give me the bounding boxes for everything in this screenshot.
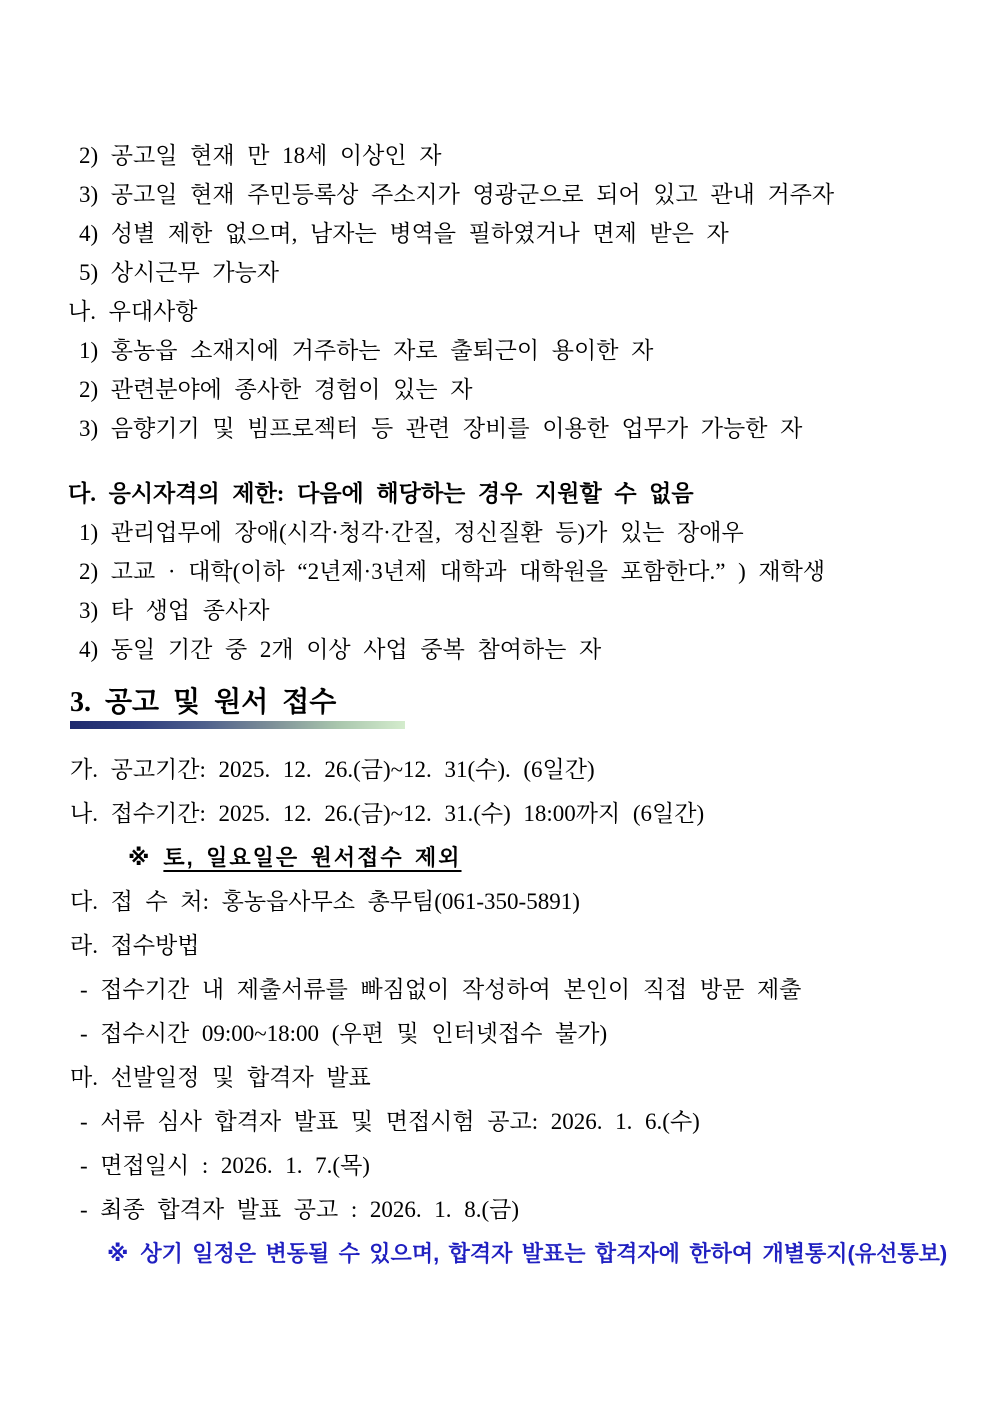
schedule-item: - 최종 합격자 발표 공고 : 2026. 1. 8.(금)	[80, 1197, 519, 1222]
restriction-heading: 다. 응시자격의 제한: 다음에 해당하는 경우 지원할 수 없음	[68, 481, 694, 506]
announcement-period-line: 가. 공고기간: 2025. 12. 26.(금)~12. 31(수). (6일간)	[70, 757, 595, 782]
qualification-section	[0, 0, 992, 669]
receipt-section	[0, 748, 992, 1276]
weekend-exclusion-note	[0, 836, 992, 880]
preference-item: 2) 관련분야에 종사한 경험이 있는 자	[79, 377, 473, 402]
restriction-item: 3) 타 생업 종사자	[79, 598, 270, 623]
receipt-place-line: 다. 접 수 처: 홍농읍사무소 총무팀(061-350-5891)	[70, 889, 580, 914]
schedule-change-note	[0, 1232, 992, 1276]
method-item: - 접수기간 내 제출서류를 빠짐없이 작성하여 본인이 직접 방문 제출	[80, 977, 802, 1002]
schedule-item: - 면접일시 : 2026. 1. 7.(목)	[80, 1153, 370, 1178]
qualification-item: 4) 성별 제한 없으며, 남자는 병역을 필하였거나 면제 받은 자	[79, 221, 729, 246]
qualification-item: 2) 공고일 현재 만 18세 이상인 자	[79, 143, 442, 168]
qualification-item: 5) 상시근무 가능자	[79, 260, 279, 285]
weekend-exclusion-note-text: 토, 일요일은 원서접수 제외	[163, 845, 462, 870]
receipt-period-line: 나. 접수기간: 2025. 12. 26.(금)~12. 31.(수) 18:00까지 (6일간)	[70, 801, 705, 826]
preference-heading: 나. 우대사항	[68, 299, 198, 324]
restriction-item: 2) 고교 · 대학(이하 “2년제·3년제 대학과 대학원을 포함한다.” ) 재학생	[79, 559, 826, 584]
preference-item: 3) 음향기기 및 빔프로젝터 등 관련 장비를 이용한 업무가 가능한 자	[79, 416, 803, 441]
schedule-change-note-text: 상기 일정은 변동될 수 있으며, 합격자 발표는 합격자에 한하여 개별통지(유선통보)	[140, 1241, 948, 1266]
restriction-item: 4) 동일 기간 중 2개 이상 사업 중복 참여하는 자	[79, 637, 602, 662]
qualification-item: 3) 공고일 현재 주민등록상 주소지가 영광군으로 되어 있고 관내 거주자	[79, 182, 835, 207]
section-heading-gradient-bar	[70, 721, 405, 729]
reference-mark: ※	[107, 1241, 129, 1266]
method-item: - 접수시간 09:00~18:00 (우편 및 인터넷접수 불가)	[80, 1021, 608, 1046]
selection-schedule-heading: 마. 선발일정 및 합격자 발표	[70, 1065, 371, 1090]
restriction-item: 1) 관리업무에 장애(시각·청각·간질, 정신질환 등)가 있는 장애우	[79, 520, 744, 545]
receipt-method-heading: 라. 접수방법	[70, 933, 200, 958]
schedule-item: - 서류 심사 합격자 발표 및 면접시험 공고: 2026. 1. 6.(수)	[80, 1109, 700, 1134]
reference-mark: ※	[128, 845, 152, 870]
section3-heading: 3. 공고 및 원서 접수	[70, 687, 337, 718]
preference-item: 1) 홍농읍 소재지에 거주하는 자로 출퇴근이 용이한 자	[79, 338, 654, 363]
